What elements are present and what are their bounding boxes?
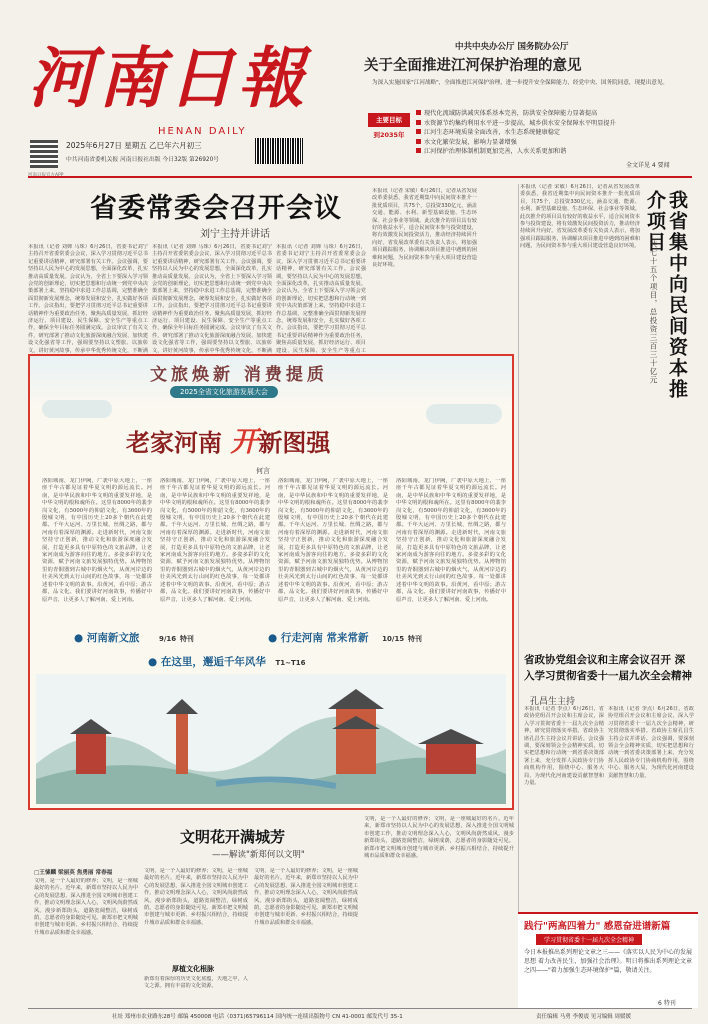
event-link-3[interactable]	[148, 654, 306, 669]
barcode	[255, 138, 303, 164]
logo-english: HENAN DAILY	[158, 126, 247, 137]
event-name: 河南新文旅	[86, 632, 140, 644]
top-news-page-ref[interactable]: 全文详见 4 要闻	[626, 162, 670, 169]
culture-headline	[126, 420, 426, 460]
main-headline: 省委常委会召开会议	[90, 193, 342, 224]
top-news-headline: 关于全面推进江河保护治理的意见	[364, 58, 582, 74]
event-bullet-icon: ●	[268, 632, 278, 644]
event-bullet-icon: ●	[148, 656, 158, 668]
promo-page-ref[interactable]: 6 特刊	[658, 1000, 676, 1007]
bottom-article-col1: 文明，是一个人最好的修养；文明，是一座城最好的名片。近年来，新郑市坚持以人民为中心的发展思想，深入推进全国文明城市创建工作，推动文明理念深入人心，文明风尚蔚然成风。漫步新郑街头，道路宽阔整洁，绿树成荫，志愿者的身影随处可见。新郑市把文明城市创建与城市更新、乡村振兴相结合，持续提升城市品质和群众幸福感。	[34, 878, 138, 936]
investment-article-col1: 本报讯（记者 宋敏）6月26日，记者从省发展改革委获悉，我省近期集中向民间资本推介一批优质项目，共75个，总投资330亿元，涵盖交通、能源、水利、新型基础设施、生态环保、社会事业等领域。此次推介的项目具有较好的收益水平，适合民间资本参与投资建设，将有效激发民间投资活力，推动经济持续回升向好。省发展改革委有关负责人表示，将加强项目跟踪服务，协调解决项目推进中遇到的困难和问题，为民间资本参与重大项目建设营造良好环境。	[372, 188, 477, 269]
top-news-subline: 为深入实施国家"江河战略"，全面推进江河保护治理，进一步提升安全保障能力，经党中央、国务院同意，现提出意见。	[372, 80, 669, 86]
landscape-illustration-icon	[36, 674, 506, 804]
goal-bullet-text: 水资源节约集约利用水平进一步提高，城乡供水安全保障水平明显提升	[424, 119, 616, 127]
culture-banner-title: 文旅焕新 消费提质	[150, 365, 328, 385]
bullet-icon	[416, 120, 421, 125]
culture-article-col1: 洛阳城南，龙门伊阙，广袤中原大地上，一座座千年古都见证着华夏文明的源远流长。河南，是中华民族和中华文明的重要发祥地，是中华文明的根和魂所在。这里有8000年的裴李岗文化，有5000年的仰韶文化，有3600年的殷墟文明，有中国历史上20多个朝代在此建都。千年大运河、万里长城、丝绸之路，都与河南有着深厚的渊源。走进新时代，河南文旅坚持守正创新，推动文化和旅游深度融合发展，打造更多具有中原特色的文旅品牌，让老家河南成为游客向往的地方。多姿多彩的文化资源，赋予河南文旅发展独特优势。从博物馆里的青铜器到古城中的烟火气，从黄河岸边的壮美风光到太行山间的红色故事，每一处都讲述着中华文明的故事。沿黄河，看中原；游古都，品文化。我们要讲好河南故事，传播好中原声音，让更多人了解河南、爱上河南。	[42, 478, 152, 603]
vertical-headline-sub: 共七十五个项目，总投资三百三十亿元	[649, 240, 658, 385]
bullet-icon	[416, 110, 421, 115]
investment-article-col2: 本报讯（记者 宋敏）6月26日，记者从省发展改革委获悉，我省近期集中向民间资本推介一批优质项目，共75个，总投资330亿元，涵盖交通、能源、水利、新型基础设施、生态环保、社会事业等领域。此次推介的项目具有较好的收益水平，适合民间资本参与投资建设，将有效激发民间投资活力，推动经济持续回升向好。省发展改革委有关负责人表示，将加强项目跟踪服务，协调解决项目推进中遇到的困难和问题，为民间资本参与重大项目建设营造良好环境。	[520, 184, 640, 250]
goal-bullets	[416, 108, 696, 156]
goal-bullet-text: 江河生态环境质量全面改善，水生态系统健康稳定	[424, 129, 561, 137]
main-article-col3: 本报讯（记者 刘婵 马珠）6月26日，省委书记刘宁主持召开省委常委会会议，深入学习贯彻习近平总书记重要讲话精神，研究部署有关工作。会议强调，要坚持以人民为中心的发展思想，全面深化改革，扎实推动高质量发展。会议认为，全省上下要深入学习领会党的创新理论，切实把思想和行动统一到党中央决策部署上来，坚持稳中求进工作总基调，完整准确全面贯彻新发展理念，统筹发展和安全，扎实做好各项工作。会议指出，要把学习贯彻习近平总书记重要讲话精神作为重要政治任务，聚焦高质量发展，抓好经济运行、项目建设、民生保障、安全生产等重点工	[276, 244, 366, 354]
goal-bullet-text: 水文化繁荣发展，影响力显著增强	[424, 138, 517, 146]
culture-headline-a: 老家河南	[126, 429, 222, 457]
culture-article-col3: 洛阳城南，龙门伊阙，广袤中原大地上，一座座千年古都见证着华夏文明的源远流长。河南，是中华民族和中华文明的重要发祥地，是中华文明的根和魂所在。这里有8000年的裴李岗文化，有5000年的仰韶文化，有3600年的殷墟文明，有中国历史上20多个朝代在此建都。千年大运河、万里长城、丝绸之路，都与河南有着深厚的渊源。走进新时代，河南文旅坚持守正创新，推动文化和旅游深度融合发展，打造更多具有中原特色的文旅品牌，让老家河南成为游客向往的地方。多姿多彩的文化资源，赋予河南文旅发展独特优势。从博物馆里的青铜器到古城中的烟火气，从黄河岸边的壮美风光到太行山间的红色故事，每一处都讲述着中华文明的故事。沿黄河，看中原；游古都，品文化。我们要讲好河南故事，传播好中原声音，让更多人了解河南、爱上河南。	[278, 478, 388, 603]
second-byline: 孔昌生主持	[530, 697, 576, 707]
goal-bullet	[416, 127, 696, 137]
goal-bullet	[416, 146, 696, 156]
promo-sub: 学习贯彻省委十一届九次全会精神	[536, 934, 642, 945]
column-divider	[518, 184, 519, 1004]
promo-box	[518, 912, 698, 1008]
main-article-col2: 本报讯（记者 刘婵 马珠）6月26日，省委书记刘宁主持召开省委常委会会议，深入学习贯彻习近平总书记重要讲话精神，研究部署有关工作。会议强调，要坚持以人民为中心的发展思想，全面深化改革，扎实推动高质量发展。会议认为，全省上下要深入学习领会党的创新理论，切实把思想和行动统一到党中央决策部署上来，坚持稳中求进工作总基调，完整准确全面贯彻新发展理念，统筹发展和安全，扎实做好各项工作。会议指出，要把学习贯彻习近平总书记重要讲话精神作为重要政治任务，聚焦高质量发展，抓好经济运行、项目建设、民生保障、安全生产等重点工作，确保全年目标任务圆满完成。会议审议了有关文件，研究部署了推动文化旅游深度融合发展、加快建设文化强省等工作，强调要坚持以文塑旅、以旅彰文，讲好黄河故事，传承中华优秀传统文化，不断满	[152, 244, 272, 354]
bottom-subheading: 厚植文化根脉	[172, 965, 214, 973]
footer-divider	[28, 1008, 692, 1009]
promo-title: 践行"两高四着力" 感恩奋进谱新篇	[524, 921, 671, 932]
second-article-col1: 本报讯（记者 李点）6月26日，省政协党组召开会议和主席会议，深入学习贯彻省委十一届九次全会精神，研究贯彻落实举措。省政协主席孔昌生主持会议并讲话。会议强调，要深刻领会全会精神实质，切实把思想和行动统一到省委决策部署上来，充分发挥人民政协专门协商机构作用，围绕中心、服务大局，为现代化河南建设贡献智慧和力量。	[524, 706, 604, 787]
event-date: 9/16	[158, 635, 177, 643]
goal-year: 到2035年	[373, 131, 405, 139]
culture-author: 何言	[256, 467, 270, 475]
bottom-article-col3: 文明，是一个人最好的修养；文明，是一座城最好的名片。近年来，新郑市坚持以人民为中心的发展思想，深入推进全国文明城市创建工作，推动文明理念深入人心，文明风尚蔚然成风。漫步新郑街头，道路宽阔整洁，绿树成荫，志愿者的身影随处可见。新郑市把文明城市创建与城市更新、乡村振兴相结合，持续提升城市品质和群众幸福感。	[254, 868, 358, 926]
issue-date: 2025年6月27日 星期五 乙巳年六月初三	[66, 141, 202, 150]
bottom-headline: 文明花开满城芳	[180, 828, 286, 846]
main-byline: 刘宁主持并讲话	[200, 229, 270, 240]
bottom-subtitle: ——解读"新郑何以文明"	[212, 850, 305, 860]
second-headline: 省政协党组会议和主席会议召开 深入学习贯彻省委十一届九次全会精神	[524, 654, 692, 682]
goal-bullet	[416, 137, 696, 147]
culture-banner-sub: 2025全省文化旅游发展大会	[170, 386, 278, 398]
goal-tag-label: 主要目标	[376, 116, 402, 124]
culture-illustration	[36, 674, 506, 804]
bottom-article-col4: 文明，是一个人最好的修养；文明，是一座城最好的名片。近年来，新郑市坚持以人民为中心的发展思想，深入推进全国文明城市创建工作，推动文明理念深入人心，文明风尚蔚然成风。漫步新郑街头，道路宽阔整洁，绿树成荫，志愿者的身影随处可见。新郑市把文明城市创建与城市更新、乡村振兴相结合，持续提升城市品质和群众幸福感。	[364, 816, 514, 860]
top-news-kicker: 中共中央办公厅 国务院办公厅	[455, 42, 569, 52]
event-tag: 特刊	[179, 635, 194, 643]
event-name: 在这里，邂逅千年风华	[160, 656, 266, 668]
second-article-col2: 本报讯（记者 李点）6月26日，省政协党组召开会议和主席会议，深入学习贯彻省委十一届九次全会精神，研究贯彻落实举措。省政协主席孔昌生主持会议并讲话。会议强调，要深刻领会全会精神实质，切实把思想和行动统一到省委决策部署上来，充分发挥人民政协专门协商机构作用，围绕中心、服务大局，为现代化河南建设贡献智慧和力量。	[608, 706, 694, 779]
culture-headline-c: 新图强	[258, 429, 331, 457]
bottom-subheading-body: 新郑有着深厚的历史文化底蕴，天地之中，人文之源。拥有丰富的文化资源。	[144, 976, 248, 990]
qr-code	[30, 140, 58, 168]
vertical-headline-title: 我省集中向民间资本推介项目	[644, 190, 688, 400]
promo-body: 今日本报推出系列理论文章之三——《落实以人民为中心的发展思想 着力改善民生，加强社会治理》。明日将推出系列理论文章之四——"着力加强生态环境保护"篇，敬请关注。	[524, 949, 692, 974]
event-date: T1~T16	[275, 659, 306, 667]
bottom-article-col2: 文明，是一个人最好的修养；文明，是一座城最好的名片。近年来，新郑市坚持以人民为中心的发展思想，深入推进全国文明城市创建工作，推动文明理念深入人心，文明风尚蔚然成风。漫步新郑街头，道路宽阔整洁，绿树成荫，志愿者的身影随处可见。新郑市把文明城市创建与城市更新、乡村振兴相结合，持续提升城市品质和群众幸福感。	[144, 868, 248, 926]
event-date: 10/15	[382, 635, 405, 643]
bullet-icon	[416, 129, 421, 134]
goal-bullet	[416, 108, 696, 118]
goal-bullet-text: 江河保护治理体制机制更加完善，人水关系更加和谐	[424, 148, 567, 156]
goal-bullet	[416, 118, 696, 128]
goal-bullet-text: 现代化流域防洪减灾体系基本完善，防洪安全保障能力显著提高	[424, 110, 598, 118]
event-link-2[interactable]	[268, 630, 422, 645]
masthead-divider	[28, 176, 692, 178]
culture-feature-box	[28, 354, 514, 810]
culture-headline-b: 开	[230, 425, 259, 458]
goal-tag	[368, 113, 410, 127]
event-link-1[interactable]	[74, 630, 194, 645]
publisher-line: 中共河南省委机关报 河南日报社出版 今日32版 第26920号	[66, 157, 220, 163]
bullet-icon	[416, 148, 421, 153]
event-bullet-icon: ●	[74, 632, 84, 644]
bottom-authors: □王愫麟 梁丽英 焦勇丽 常春福	[34, 870, 113, 876]
main-article-col1: 本报讯（记者 刘婵 马珠）6月26日，省委书记刘宁主持召开省委常委会会议，深入学习贯彻习近平总书记重要讲话精神，研究部署有关工作。会议强调，要坚持以人民为中心的发展思想，全面深化改革，扎实推动高质量发展。会议认为，全省上下要深入学习领会党的创新理论，切实把思想和行动统一到党中央决策部署上来，坚持稳中求进工作总基调，完整准确全面贯彻新发展理念，统筹发展和安全，扎实做好各项工作。会议指出，要把学习贯彻习近平总书记重要讲话精神作为重要政治任务，聚焦高质量发展，抓好经济运行、项目建设、民生保障、安全生产等重点工作，确保全年目标任务圆满完成。会议审议了有关文件，研究部署了推动文化旅游深度融合发展、加快建设文化强省等工作，强调要坚持以文塑旅、以旅彰文，讲好黄河故事，传承中华优秀传统文化，不断满	[28, 244, 148, 354]
event-name: 行走河南 常来常新	[280, 632, 369, 644]
event-tag: 特刊	[407, 635, 422, 643]
footer-editors: 责任编辑 马勇 李俊震 见习编辑 周媛媛	[536, 1014, 631, 1020]
cloud-ornament-icon	[42, 400, 112, 418]
culture-article-col4: 洛阳城南，龙门伊阙，广袤中原大地上，一座座千年古都见证着华夏文明的源远流长。河南，是中华民族和中华文明的重要发祥地，是中华文明的根和魂所在。这里有8000年的裴李岗文化，有5000年的仰韶文化，有3600年的殷墟文明，有中国历史上20多个朝代在此建都。千年大运河、万里长城、丝绸之路，都与河南有着深厚的渊源。走进新时代，河南文旅坚持守正创新，推动文化和旅游深度融合发展，打造更多具有中原特色的文旅品牌，让老家河南成为游客向往的地方。多姿多彩的文化资源，赋予河南文旅发展独特优势。从博物馆里的青铜器到古城中的烟火气，从黄河岸边的壮美风光到太行山间的红色故事，每一处都讲述着中华文明的故事。沿黄河，看中原；游古都，品文化。我们要讲好河南故事，传播好中原声音，让更多人了解河南、爱上河南。	[396, 478, 506, 603]
newspaper-logo: 河南日報	[28, 39, 308, 117]
culture-article-col2: 洛阳城南，龙门伊阙，广袤中原大地上，一座座千年古都见证着华夏文明的源远流长。河南，是中华民族和中华文明的重要发祥地，是中华文明的根和魂所在。这里有8000年的裴李岗文化，有5000年的仰韶文化，有3600年的殷墟文明，有中国历史上20多个朝代在此建都。千年大运河、万里长城、丝绸之路，都与河南有着深厚的渊源。走进新时代，河南文旅坚持守正创新，推动文化和旅游深度融合发展，打造更多具有中原特色的文旅品牌，让老家河南成为游客向往的地方。多姿多彩的文化资源，赋予河南文旅发展独特优势。从博物馆里的青铜器到古城中的烟火气，从黄河岸边的壮美风光到太行山间的红色故事，每一处都讲述着中华文明的故事。沿黄河，看中原；游古都，品文化。我们要讲好河南故事，传播好中原声音，让更多人了解河南、爱上河南。	[160, 478, 270, 603]
vertical-headline	[644, 190, 688, 420]
footer-info: 社址 郑州市农业路东28号 邮编 450008 电话（0371)65796114 国内统一连续出版物号 CN 41-0001 邮发代号 35-1	[112, 1014, 403, 1020]
bullet-icon	[416, 139, 421, 144]
cloud-ornament-icon	[426, 404, 502, 424]
